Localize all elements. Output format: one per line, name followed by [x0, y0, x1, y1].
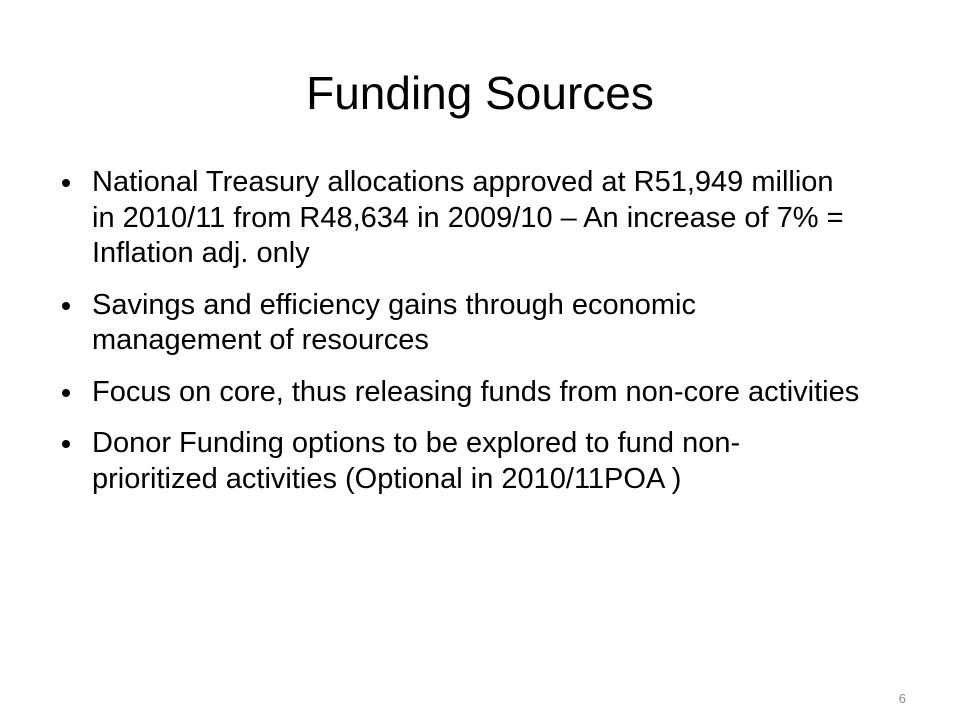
bullet-item: [62, 375, 862, 411]
bullet-text: Focus on core, thus releasing funds from non-core activities: [92, 375, 860, 408]
bullet-dot-icon: [62, 179, 70, 187]
bullet-dot-icon: [62, 389, 70, 397]
slide-title: Funding Sources: [306, 67, 654, 119]
bullet-text: Savings and efficiency gains through economic management of resources: [92, 288, 697, 356]
page-number: 6: [898, 691, 906, 706]
bullet-text: National Treasury allocations approved at R51,949 million in 2010/11 from R48,634 in 2009/10 – An increase of 7% = Inflation adj. only: [92, 166, 844, 269]
bullet-item: [62, 288, 862, 359]
bullet-dot-icon: [62, 440, 70, 448]
bullet-item: [62, 426, 862, 497]
bullet-list: [62, 165, 862, 513]
bullet-text: Donor Funding options to be explored to fund non-prioritized activities (Optional in 2010/11POA ): [92, 427, 741, 495]
bullet-item: [62, 165, 862, 272]
bullet-dot-icon: [62, 302, 70, 310]
